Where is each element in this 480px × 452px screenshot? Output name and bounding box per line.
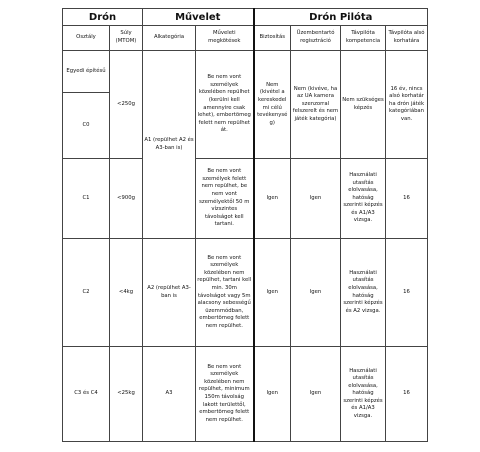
group-header-row bbox=[63, 9, 428, 26]
group-header-muvelet: Művelet bbox=[143, 9, 254, 26]
table-row bbox=[63, 159, 428, 239]
cell-suly: <4kg bbox=[110, 239, 143, 347]
cell-tavpilota-kompetencia: Nem szükséges képzés bbox=[341, 51, 386, 159]
cell-muveleti-megkotesek: Be nem vont személyek felett nem repülhet, be nem vont személyektől 50 m vízszintes távolságot kell tartani. bbox=[196, 159, 254, 239]
cell-tavpilota-korhatar: 16 bbox=[386, 347, 428, 442]
cell-suly: <250g bbox=[110, 51, 143, 159]
cell-tavpilota-korhatar: 16 év, nincs alsó korhatár ha drón játék kategóriában van. bbox=[386, 51, 428, 159]
column-header-uzembentarto-regisztracio: Üzembentartó regisztráció bbox=[291, 26, 341, 51]
cell-tavpilota-kompetencia: Használati utasítás elolvasása, hatóság szerinti képzés és A1/A3 vizsga. bbox=[341, 159, 386, 239]
cell-alkategoria: A1 (repülhet A2 és A3-ban is) bbox=[143, 51, 196, 239]
cell-tavpilota-kompetencia: Használati utasítás elolvasása, hatóság szerinti képzés és A1/A3 vizsga. bbox=[341, 347, 386, 442]
table-row bbox=[63, 347, 428, 442]
column-header-muveleti-megkotesek: Műveleti megkötések bbox=[196, 26, 254, 51]
cell-tavpilota-korhatar: 16 bbox=[386, 159, 428, 239]
cell-alkategoria: A2 (repülhet A3-ban is bbox=[143, 239, 196, 347]
cell-biztositas: Igen bbox=[254, 239, 291, 347]
column-header-alkategoria: Alkategória bbox=[143, 26, 196, 51]
cell-uzembentarto-regisztracio: Igen bbox=[291, 347, 341, 442]
cell-uzembentarto-regisztracio: Nem (kivéve, ha az UA kamera szenzorral felszerelt és nem játék kategória) bbox=[291, 51, 341, 159]
cell-uzembentarto-regisztracio: Igen bbox=[291, 239, 341, 347]
drone-regulation-table-wrapper bbox=[62, 8, 428, 442]
cell-alkategoria: A3 bbox=[143, 347, 196, 442]
column-header-tavpilota-korhatar: Távpilóta alsó korhatára bbox=[386, 26, 428, 51]
cell-tavpilota-korhatar: 16 bbox=[386, 239, 428, 347]
cell-osztaly: Egyedi építésű bbox=[63, 51, 110, 93]
cell-osztaly: C3 és C4 bbox=[63, 347, 110, 442]
cell-biztositas: Nem (kivétel a kereskedelmi célú tevékenység) bbox=[254, 51, 291, 159]
cell-muveleti-megkotesek: Be nem vont személyek közelében nem repülhet, tartani kell min. 30m távolságot vagy 5m alacsony sebességű üzemmódban, embertömeg felett nem repülhet. bbox=[196, 239, 254, 347]
cell-osztaly: C1 bbox=[63, 159, 110, 239]
column-header-row bbox=[63, 26, 428, 51]
cell-uzembentarto-regisztracio: Igen bbox=[291, 159, 341, 239]
cell-muveleti-megkotesek: Be nem vont személyek közelében repülhet (kerülni kell amennyire csak lehet), embertömeg felett nem repülhet át. bbox=[196, 51, 254, 159]
column-header-osztaly: Osztály bbox=[63, 26, 110, 51]
cell-biztositas: Igen bbox=[254, 159, 291, 239]
cell-suly: <25kg bbox=[110, 347, 143, 442]
cell-osztaly: C2 bbox=[63, 239, 110, 347]
column-header-tavpilota-kompetencia: Távpilóta kompetencia bbox=[341, 26, 386, 51]
cell-suly: <900g bbox=[110, 159, 143, 239]
column-header-suly: Súly (MTOM) bbox=[110, 26, 143, 51]
group-header-dron-pilota: Drón Pilóta bbox=[254, 9, 428, 26]
column-header-biztositas: Biztosítás bbox=[254, 26, 291, 51]
cell-biztositas: Igen bbox=[254, 347, 291, 442]
cell-osztaly: C0 bbox=[63, 93, 110, 159]
cell-tavpilota-kompetencia: Használati utasítás elolvasása, hatóság szerinti képzés és A2 vizsga. bbox=[341, 239, 386, 347]
table-row bbox=[63, 51, 428, 93]
drone-regulation-table bbox=[62, 8, 428, 442]
table-row bbox=[63, 239, 428, 347]
cell-muveleti-megkotesek: Be nem vont személyek közelében nem repülhet, minimum 150m távolság lakott területtől, embertömeg felett nem repülhet. bbox=[196, 347, 254, 442]
group-header-dron: Drón bbox=[63, 9, 143, 26]
